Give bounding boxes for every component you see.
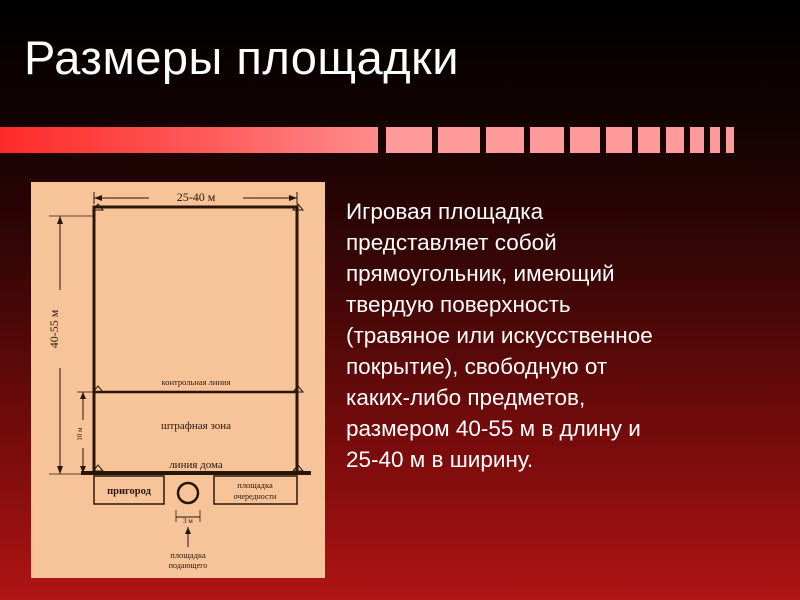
home-line-label: линия дома — [169, 459, 223, 471]
stripe-segment — [710, 127, 720, 153]
court-diagram — [31, 182, 325, 578]
circle-size-label: 3 м — [183, 517, 193, 525]
stripe-segment — [726, 127, 734, 153]
suburb-label: пригород — [107, 486, 151, 497]
stripe-segment — [690, 127, 704, 153]
stripe-main — [0, 127, 378, 153]
stripe-segment — [638, 127, 660, 153]
description-line: твердую поверхность — [346, 292, 571, 317]
server-area-label-2: подающего — [168, 561, 208, 570]
control-line-label: контрольная линия — [161, 377, 231, 387]
stripe-segment — [386, 127, 432, 153]
server-area-label-1: площадка — [170, 550, 206, 560]
description-text — [346, 196, 766, 475]
stripe-segment — [530, 127, 564, 153]
penalty-depth-label: 10 м — [76, 427, 84, 441]
slide-title: Размеры площадки — [24, 31, 459, 84]
stripe-segment — [606, 127, 632, 153]
server-circle — [178, 483, 198, 503]
queue-area-label-2: очередности — [233, 492, 277, 501]
stripe-segment — [666, 127, 684, 153]
stripe-segment — [438, 127, 480, 153]
description-line: каких-либо предметов, — [346, 385, 586, 410]
stripe-segment — [486, 127, 524, 153]
queue-area-label-1: площадка — [237, 480, 273, 490]
description-line: Игровая площадка — [346, 199, 544, 224]
length-label: 40-55 м — [47, 309, 61, 349]
description-line: 25-40 м в ширину. — [346, 447, 534, 472]
description-line: размером 40-55 м в длину и — [346, 416, 641, 441]
stripe-segment — [570, 127, 600, 153]
penalty-zone-label: штрафная зона — [160, 420, 232, 432]
width-label: 25-40 м — [176, 190, 216, 204]
description-line: представляет собой — [346, 230, 557, 255]
description-line: прямоугольник, имеющий — [346, 261, 615, 286]
description-line: (травяное или искусственное — [346, 323, 653, 348]
court-outline — [94, 207, 297, 473]
decorative-stripe-bar — [0, 127, 740, 153]
description-line: покрытие), свободную от — [346, 354, 608, 379]
court-diagram-svg — [31, 182, 325, 578]
